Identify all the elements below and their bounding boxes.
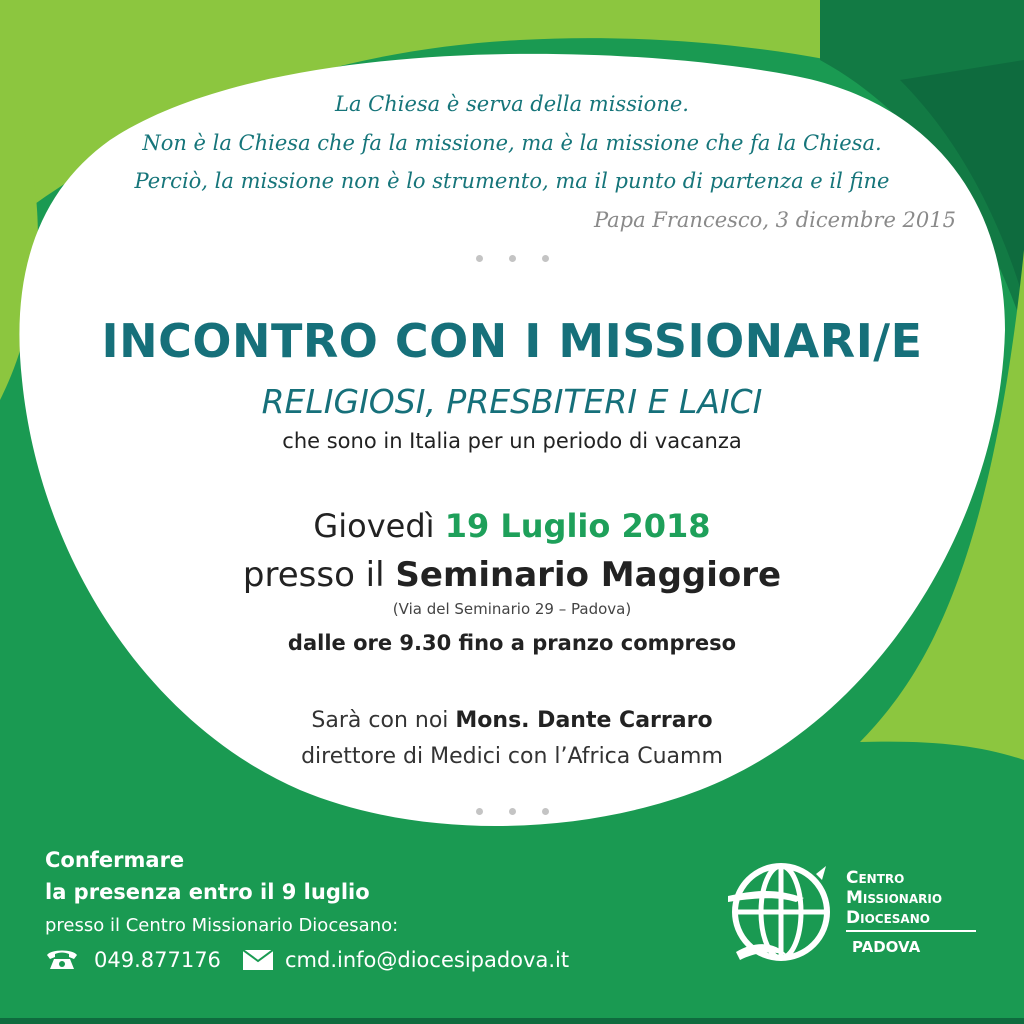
quote-attribution: Papa Francesco, 3 dicembre 2015 <box>593 208 956 232</box>
venue-name: Seminario Maggiore <box>395 555 782 595</box>
phone-icon <box>45 947 79 971</box>
guest-prefix: Sarà con noi <box>311 708 449 733</box>
quote-line-1: La Chiesa è serva della missione. <box>335 92 689 116</box>
email-address[interactable]: cmd.info@diocesipadova.it <box>285 948 570 972</box>
event-subtitle: RELIGIOSI, PRESBITERI E LAICI <box>261 382 763 421</box>
quote-line-2: Non è la Chiesa che fa la missione, ma è la missione che fa la Chiesa. <box>142 131 882 155</box>
guest-name: Mons. Dante Carraro <box>455 708 713 733</box>
logo-line-2: Missionario <box>846 888 943 908</box>
event-date-line <box>0 507 1024 545</box>
logo-line-3: Diocesano <box>846 908 930 928</box>
event-title: INCONTRO CON I MISSIONARI/E <box>101 314 923 368</box>
day-label: Giovedì <box>313 507 435 545</box>
globe-dove-icon <box>726 860 836 968</box>
phone-number[interactable]: 049.877176 <box>94 948 221 972</box>
contact-location: presso il Centro Missionario Diocesano: <box>45 915 399 936</box>
event-date: 19 Luglio 2018 <box>444 507 711 545</box>
contact-heading-1: Confermare <box>45 848 185 872</box>
contact-heading-2: la presenza entro il 9 luglio <box>45 880 370 904</box>
divider-dots-top <box>476 255 549 262</box>
dot <box>542 808 549 815</box>
venue-prefix: presso il <box>242 555 385 595</box>
event-time: dalle ore 9.30 fino a pranzo compreso <box>287 631 737 655</box>
bottom-bar <box>0 1018 1024 1024</box>
guest-role: direttore di Medici con l’Africa Cuamm <box>301 744 723 769</box>
dot <box>476 255 483 262</box>
dot <box>509 255 516 262</box>
event-description: che sono in Italia per un periodo di vacanza <box>282 429 742 453</box>
divider-dots-bottom <box>476 808 549 815</box>
quote-line-3: Perciò, la missione non è lo strumento, ma il punto di partenza e il fine <box>134 169 890 193</box>
logo-divider <box>846 930 976 932</box>
logo-line-1: Centro <box>846 868 905 888</box>
logo-city: PADOVA <box>852 938 921 956</box>
dot <box>509 808 516 815</box>
envelope-icon <box>243 950 273 970</box>
dot <box>476 808 483 815</box>
guest-line <box>0 708 1024 733</box>
event-venue-line <box>0 555 1024 595</box>
dot <box>542 255 549 262</box>
venue-address: (Via del Seminario 29 – Padova) <box>392 600 632 618</box>
